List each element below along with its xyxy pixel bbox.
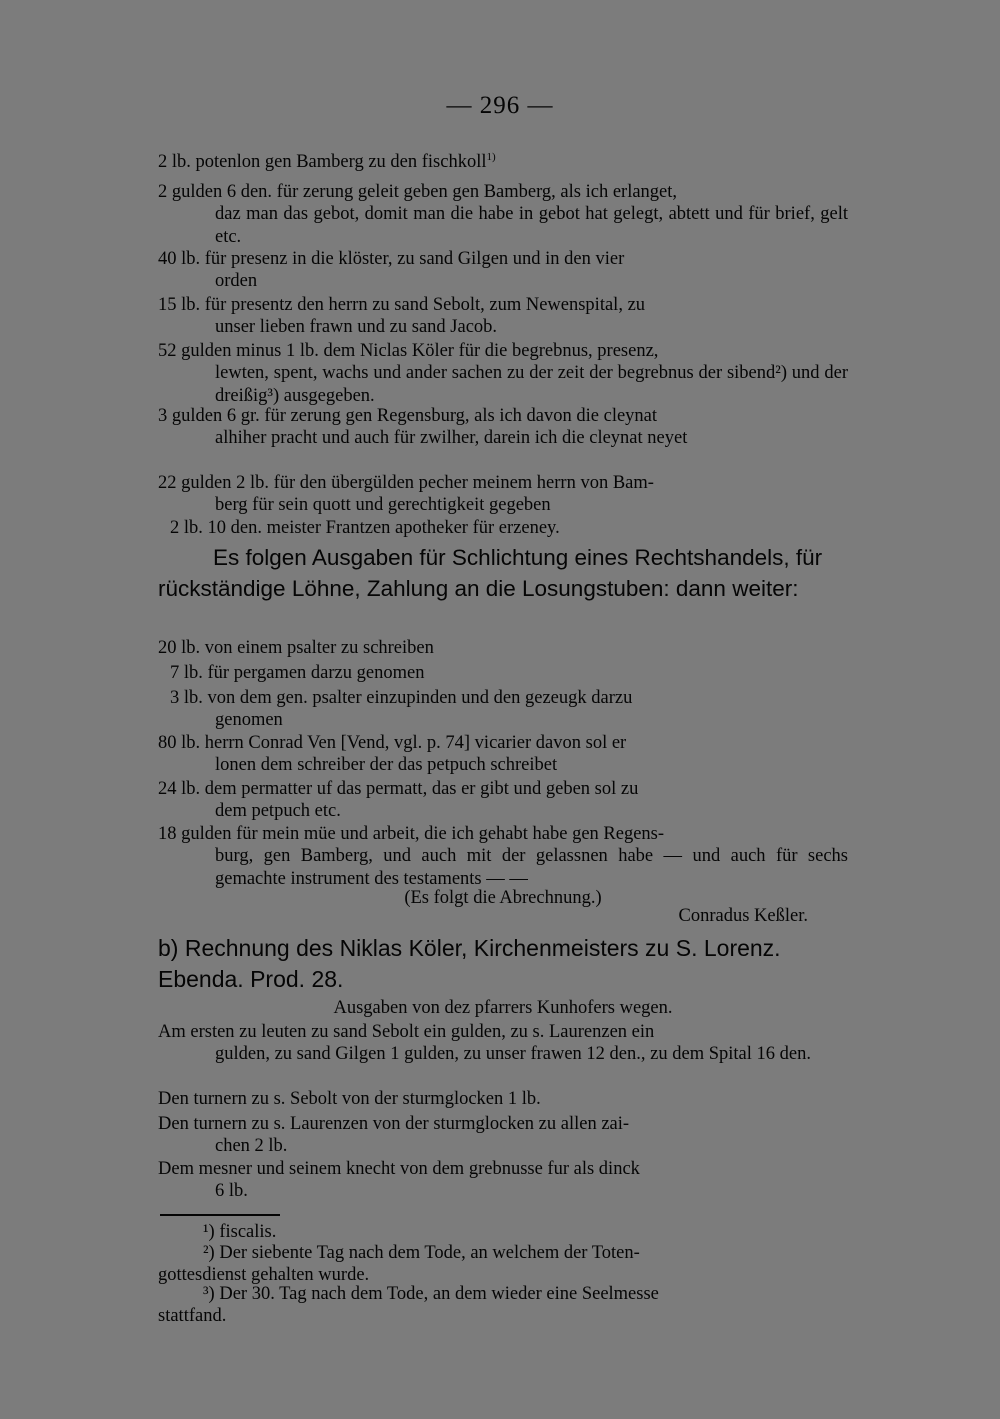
section-heading: b) Rechnung des Niklas Köler, Kirchenmeisters zu S. Lorenz. Ebenda. Prod. 28. [158, 935, 781, 992]
entry-first-line: 3 gulden 6 gr. für zerung gen Regensburg, als ich davon die cleynat [158, 406, 658, 426]
entry-pecher [158, 472, 848, 517]
footnote-1: ¹) fiscalis. [203, 1222, 277, 1242]
abrechnung-note: (Es folgt die Abrechnung.) [404, 888, 602, 908]
entry-first-line: 2 gulden 6 den. für zerung geleit geben gen Bamberg, als ich erlanget, [158, 182, 678, 202]
transition-paragraph: Es folgen Ausgaben für Schlichtung eines Rechtshandels, für rückständige Löhne, Zahlung an die Losungstuben: dann weiter: [158, 545, 823, 601]
entry-psalter [158, 637, 848, 659]
entry-continuation: chen 2 lb. [215, 1136, 288, 1157]
entry-turnern-laurenzen [158, 1113, 848, 1158]
entry-leuten [158, 1021, 848, 1066]
entry-first-line: 20 lb. von einem psalter zu schreiben [158, 638, 434, 658]
entry-einzupinden [158, 687, 848, 732]
entry-text: 2 lb. potenlon gen Bamberg zu den fischkoll [158, 152, 487, 172]
entry-zerung-bamberg [158, 181, 848, 248]
entry-continuation: genomen [215, 710, 283, 731]
entry-presentz-sebolt [158, 294, 848, 339]
signature: Conradus Keßler. [678, 906, 808, 926]
entry-continuation: unser lieben frawn und zu sand Jacob. [215, 317, 498, 338]
footnote-divider [160, 1214, 280, 1216]
entry-first-line: 80 lb. herrn Conrad Ven [Vend, vgl. p. 74] vicarier davon sol er [158, 733, 627, 753]
entry-continuation: 6 lb. [215, 1181, 248, 1202]
entry-continuation: burg, gen Bamberg, und auch mit der gelassnen habe — und auch für sechs gemachte instrument des testaments — — [215, 846, 848, 889]
entry-first-line: 15 lb. für presentz den herrn zu sand Sebolt, zum Newenspital, zu [158, 295, 646, 315]
entry-continuation: berg für sein quott und gerechtigkeit gegeben [215, 495, 551, 516]
entry-first-line: 3 lb. von dem gen. psalter einzupinden und den gezeugk darzu [170, 688, 633, 708]
entry-conrad-ven [158, 732, 848, 777]
entry-continuation: orden [215, 271, 258, 292]
entry-zerung-regensburg [158, 405, 848, 450]
entry-apotheker [158, 517, 848, 539]
entry-continuation: daz man das gebot, domit man die habe in gebot hat gelegt, abtett und für brief, gelt etc. [215, 204, 848, 247]
entry-muee-arbeit [158, 823, 848, 890]
section-subheading: Ausgaben von dez pfarrers Kunhofers wegen. [333, 998, 673, 1018]
entry-turnern-sebolt [158, 1088, 848, 1110]
entry-presenz-kloester [158, 248, 848, 293]
entry-mesner [158, 1158, 848, 1203]
entry-first-line: Den turnern zu s. Laurenzen von der sturmglocken zu allen zai- [158, 1114, 630, 1134]
entry-first-line: 18 gulden für mein müe und arbeit, die ich gehabt habe gen Regens- [158, 824, 665, 844]
entry-continuation: alhiher pracht und auch für zwilher, darein ich die cleynat neyet [215, 428, 688, 449]
entry-first-line: 52 gulden minus 1 lb. dem Niclas Köler für die begrebnus, presenz, [158, 341, 659, 361]
entry-continuation: gulden, zu sand Gilgen 1 gulden, zu unser frawen 12 den., zu dem Spital 16 den. [215, 1044, 811, 1065]
entry-continuation: lewten, spent, wachs und ander sachen zu der zeit der begrebnus der sibend²) und der dreißig³) ausgegeben. [215, 363, 848, 406]
page-number: — 296 — [446, 92, 554, 119]
entry-continuation: dem petpuch etc. [215, 801, 341, 822]
entry-first-line: 7 lb. für pergamen darzu genomen [170, 663, 425, 683]
entry-first-line: 40 lb. für presenz in die klöster, zu sand Gilgen und in den vier [158, 249, 625, 269]
entry-first-line: Den turnern zu s. Sebolt von der sturmglocken 1 lb. [158, 1089, 541, 1109]
footnote-3: ³) Der 30. Tag nach dem Tode, an dem wieder eine Seelmesse stattfand. [158, 1284, 659, 1327]
entry-first-line: 22 gulden 2 lb. für den übergülden pecher meinem herrn von Bam- [158, 473, 654, 493]
footnote-ref: 1) [486, 151, 496, 163]
entry-permatter [158, 778, 848, 823]
entry-first-line: 2 lb. 10 den. meister Frantzen apotheker für erzeney. [170, 518, 560, 538]
entry-continuation: lonen dem schreiber der das petpuch schreibet [215, 755, 558, 776]
entry-pergamen [158, 662, 848, 684]
entry-first-line: 24 lb. dem permatter uf das permatt, das er gibt und geben sol zu [158, 779, 639, 799]
entry-first-line: Am ersten zu leuten zu sand Sebolt ein gulden, zu s. Laurenzen ein [158, 1022, 655, 1042]
entry-potenlon [158, 151, 848, 173]
footnote-2: ²) Der siebente Tag nach dem Tode, an welchem der Toten- gottesdienst gehalten wurde. [158, 1243, 640, 1286]
entry-begrebnus [158, 340, 848, 407]
entry-first-line: Dem mesner und seinem knecht von dem grebnusse fur als dinck [158, 1159, 640, 1179]
